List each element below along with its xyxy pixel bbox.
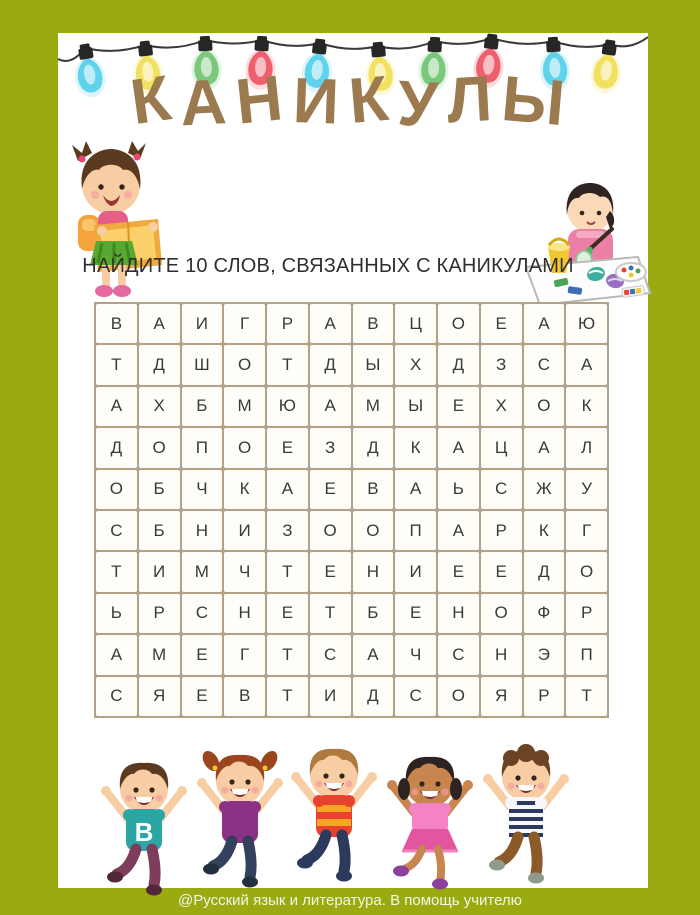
grid-cell-r6c3: Н [182,511,223,550]
children-illustration [100,729,602,899]
grid-cell-r5c8: А [395,470,436,509]
grid-cell-r6c10: Р [481,511,522,550]
grid-cell-r8c9: Н [438,594,479,633]
grid-cell-r4c9: А [438,428,479,467]
grid-cell-r7c2: И [139,552,180,591]
grid-cell-r5c9: Ь [438,470,479,509]
grid-cell-r10c7: Д [353,677,394,716]
grid-cell-r5c5: А [267,470,308,509]
grid-cell-r10c9: О [438,677,479,716]
subtitle: НАЙДИТЕ 10 СЛОВ, СВЯЗАННЫХ С КАНИКУЛАМИ [82,255,574,277]
grid-cell-r6c1: С [96,511,137,550]
word-grid [94,302,609,718]
grid-cell-r3c4: М [224,387,265,426]
grid-cell-r8c5: Е [267,594,308,633]
grid-cell-r1c10: Е [481,304,522,343]
worksheet-page [58,33,648,888]
grid-cell-r9c4: Г [224,635,265,674]
grid-cell-r10c12: Т [566,677,607,716]
grid-cell-r1c3: И [182,304,223,343]
grid-cell-r6c9: А [438,511,479,550]
grid-cell-r1c7: В [353,304,394,343]
grid-cell-r5c7: В [353,470,394,509]
child-5-boy-navy-striped-shirt [483,744,569,884]
grid-cell-r1c6: А [310,304,351,343]
grid-cell-r10c2: Я [139,677,180,716]
grid-cell-r4c7: Д [353,428,394,467]
grid-cell-r3c1: А [96,387,137,426]
grid-cell-r10c4: В [224,677,265,716]
grid-cell-r4c1: Д [96,428,137,467]
grid-cell-r9c7: А [353,635,394,674]
grid-cell-r8c10: О [481,594,522,633]
grid-cell-r8c12: Р [566,594,607,633]
child-1-boy-teal-shirt [101,763,187,896]
grid-cell-r4c5: Е [267,428,308,467]
grid-cell-r8c11: Ф [524,594,565,633]
title-letter: Ы [499,61,578,141]
grid-cell-r2c3: Ш [182,345,223,384]
grid-cell-r7c4: Ч [224,552,265,591]
grid-cell-r10c10: Я [481,677,522,716]
grid-cell-r5c4: К [224,470,265,509]
title-letter: А [178,64,239,140]
grid-cell-r3c10: Х [481,387,522,426]
child-4-girl-pink-dress [387,757,473,890]
grid-cell-r2c6: Д [310,345,351,384]
grid-cell-r9c9: С [438,635,479,674]
grid-cell-r2c8: Х [395,345,436,384]
grid-cell-r9c1: А [96,635,137,674]
grid-cell-r5c2: Б [139,470,180,509]
title-letter: К [126,59,185,139]
grid-cell-r6c11: К [524,511,565,550]
grid-cell-r4c6: З [310,428,351,467]
grid-cell-r7c1: Т [96,552,137,591]
grid-cell-r10c6: И [310,677,351,716]
grid-cell-r7c3: М [182,552,223,591]
girl-painting-illustration [518,173,656,307]
grid-cell-r4c8: К [395,428,436,467]
grid-cell-r2c1: Т [96,345,137,384]
grid-cell-r4c10: Ц [481,428,522,467]
grid-cell-r6c5: З [267,511,308,550]
grid-cell-r1c9: О [438,304,479,343]
grid-cell-r1c5: Р [267,304,308,343]
grid-cell-r9c10: Н [481,635,522,674]
grid-cell-r6c6: О [310,511,351,550]
grid-cell-r3c8: Ы [395,387,436,426]
grid-cell-r9c12: П [566,635,607,674]
grid-cell-r9c8: Ч [395,635,436,674]
grid-cell-r3c12: К [566,387,607,426]
grid-cell-r9c11: Э [524,635,565,674]
grid-cell-r2c4: О [224,345,265,384]
grid-cell-r8c8: Е [395,594,436,633]
page-title [58,59,648,142]
grid-cell-r9c2: М [139,635,180,674]
grid-cell-r4c3: П [182,428,223,467]
grid-cell-r4c12: Л [566,428,607,467]
title-letter: И [291,64,350,138]
grid-cell-r2c7: Ы [353,345,394,384]
grid-cell-r3c11: О [524,387,565,426]
grid-cell-r9c3: Е [182,635,223,674]
grid-cell-r5c12: У [566,470,607,509]
grid-cell-r8c6: Т [310,594,351,633]
grid-cell-r8c7: Б [353,594,394,633]
grid-cell-r7c6: Е [310,552,351,591]
grid-cell-r6c8: П [395,511,436,550]
child-2-girl-purple-top [197,748,283,888]
grid-cell-r8c3: С [182,594,223,633]
grid-cell-r4c4: О [224,428,265,467]
grid-cell-r6c4: И [224,511,265,550]
grid-cell-r7c11: Д [524,552,565,591]
grid-cell-r10c1: С [96,677,137,716]
grid-cell-r7c7: Н [353,552,394,591]
grid-cell-r2c10: З [481,345,522,384]
grid-cell-r7c5: Т [267,552,308,591]
child-3-boy-striped-red-shirt [291,749,377,882]
girl-painting [526,183,650,305]
grid-cell-r8c1: Ь [96,594,137,633]
grid-cell-r8c4: Н [224,594,265,633]
grid-cell-r5c10: С [481,470,522,509]
grid-cell-r6c12: Г [566,511,607,550]
grid-cell-r8c2: Р [139,594,180,633]
grid-cell-r1c4: Г [224,304,265,343]
grid-cell-r5c1: О [96,470,137,509]
grid-cell-r5c6: Е [310,470,351,509]
grid-cell-r2c2: Д [139,345,180,384]
footer-credit: @Русский язык и литература. В помощь учителю [178,892,522,909]
grid-cell-r7c8: И [395,552,436,591]
grid-cell-r4c2: О [139,428,180,467]
grid-cell-r9c5: Т [267,635,308,674]
grid-cell-r10c8: С [395,677,436,716]
grid-cell-r7c10: Е [481,552,522,591]
grid-cell-r7c12: О [566,552,607,591]
grid-cell-r1c1: В [96,304,137,343]
title-letter: Л [445,61,505,137]
grid-cell-r3c6: А [310,387,351,426]
grid-cell-r1c2: А [139,304,180,343]
grid-cell-r9c6: С [310,635,351,674]
title-letter: У [395,66,450,142]
grid-cell-r5c3: Ч [182,470,223,509]
grid-cell-r3c7: М [353,387,394,426]
grid-cell-r2c5: Т [267,345,308,384]
grid-cell-r2c12: А [566,345,607,384]
grid-cell-r2c11: С [524,345,565,384]
grid-cell-r4c11: А [524,428,565,467]
grid-cell-r10c3: Е [182,677,223,716]
grid-cell-r3c2: Х [139,387,180,426]
title-letter: К [345,61,401,138]
grid-cell-r3c3: Б [182,387,223,426]
grid-cell-r7c9: Е [438,552,479,591]
grid-cell-r1c11: А [524,304,565,343]
grid-cell-r3c9: Е [438,387,479,426]
grid-cell-r1c8: Ц [395,304,436,343]
grid-cell-r5c11: Ж [524,470,565,509]
girl-shoes [95,285,113,297]
grid-cell-r2c9: Д [438,345,479,384]
grid-cell-r6c7: О [353,511,394,550]
grid-cell-r1c12: Ю [566,304,607,343]
shirt-letter: B [134,817,154,847]
grid-cell-r6c2: Б [139,511,180,550]
grid-cell-r3c5: Ю [267,387,308,426]
grid-cell-r10c11: Р [524,677,565,716]
title-letter: Н [232,60,297,138]
grid-cell-r10c5: Т [267,677,308,716]
